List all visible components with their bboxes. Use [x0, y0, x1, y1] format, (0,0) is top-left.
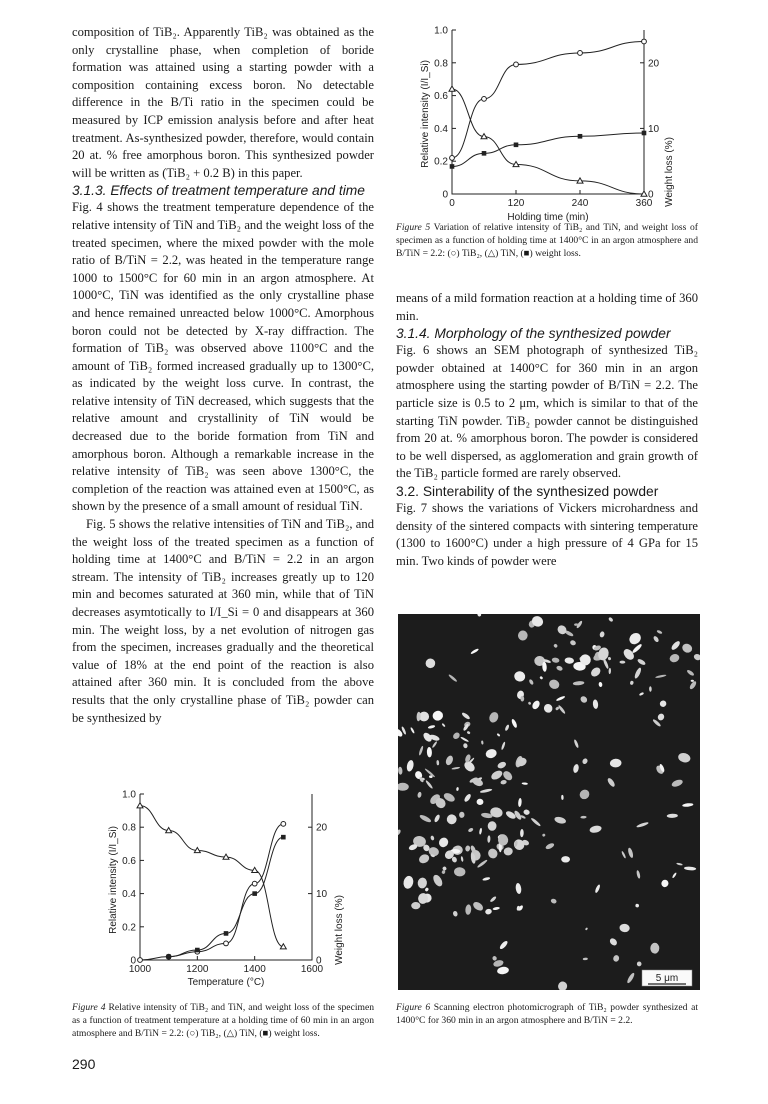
fig4-square-point	[195, 948, 200, 953]
fig5-xtick-label: 0	[449, 198, 455, 209]
sem-particle	[561, 856, 570, 862]
fig5-circle-point	[642, 39, 647, 44]
fig4-circle-point	[281, 821, 286, 826]
fig5-ylabel: Relative intensity (I/I_Si)	[420, 60, 431, 168]
fig5-square-point	[642, 131, 647, 136]
fig4-y2tick-label: 20	[316, 822, 328, 834]
fig5-triangle-point	[449, 86, 455, 91]
fig5-square-point	[514, 143, 519, 148]
fig4-caption-label: Figure 4	[72, 1002, 106, 1013]
fig4-y2label: Weight loss (%)	[334, 895, 345, 965]
section-heading-3-1-4: 3.1.4. Morphology of the synthesized powder	[396, 326, 671, 342]
scale-bar-label: 5 μm	[655, 973, 679, 984]
fig4-circle-series-line	[140, 824, 283, 960]
fig4-caption-text: Relative intensity of TiB₂ and TiN, and weight loss of the specimen as a function of treatment temperature at a holding time of 60 min in an argon atmosphere and B/TiN = 2.2: (○) TiB₂, (△) TiN, (■) weight loss.	[72, 1002, 375, 1039]
fig4-square-point	[166, 954, 171, 959]
paragraph-sinterability: Fig. 7 shows the variations of Vickers microhardness and density of the sintered compacts with sintering temperature (1300 to 1600°C) under a high pressure of 4 GPa for 15 min. Two kinds of powder were	[396, 500, 698, 568]
paragraph-intro: composition of TiB₂. Apparently TiB₂ was obtained as the only crystalline phase, when completion of boride formation was attained using a starting powder with a composition containing excess boron. No detectable difference in the B/Ti ratio in the specimen could be measured by ICP emission analysis before and after heat treatment. As-synthesized powder, therefore, would contain 20 at. % free amorphous boron. This synthesized powder will be written as (TiB₂ + 0.2 B) in this paper.	[72, 25, 374, 180]
fig5-ytick-label: 0.4	[434, 123, 448, 135]
fig5-circle-point	[578, 51, 583, 56]
figure-5-chart	[408, 22, 708, 232]
figure-4-chart	[90, 790, 380, 990]
section-heading-3-1-3: 3.1.3. Effects of treatment temperature and time	[72, 183, 365, 199]
fig6-caption-label: Figure 6	[396, 1002, 431, 1013]
fig5-ytick-label: 0	[442, 189, 448, 201]
fig5-square-point	[578, 134, 583, 139]
fig5-triangle-series-line	[452, 89, 644, 194]
fig5-circle-point	[450, 156, 455, 161]
fig4-circle-point	[224, 941, 229, 946]
fig5-y2tick-label: 20	[648, 58, 660, 70]
fig5-y2tick-label: 10	[648, 123, 660, 135]
paragraph-holding-time: Fig. 5 shows the relative intensities of TiN and TiB₂, and the weight loss of the treated specimen as a function of holding time at 1400°C and B/TiN = 2.2 in an argon stream. The intensity of TiB₂ increases greatly up to 120 min and becomes saturated at 360 min, while that of TiN decreases asymtotically to I/I_Si = 0 and disappears at 360 min. The weight loss, by a net evolution of nitrogen gas from the specimen, increases gradually and the theoretical value of 18% at the end point of the reaction is also attained after 360 min. It is concluded from the above results that the only crystalline phase of TiB₂ powder can be synthesized by	[72, 517, 374, 725]
fig4-xlabel: Temperature (°C)	[187, 977, 265, 988]
fig5-axes	[452, 30, 644, 194]
fig5-y2tick-label: 0	[648, 189, 654, 201]
fig5-caption-text: Variation of relative intensity of TiB₂ and TiN, and weight loss of specimen as a function of holding time at 1400°C in an argon atmosphere and B/TiN = 2.2: (○) TiB₂, (△) TiN, (■) weight loss.	[396, 222, 698, 259]
figure-5-caption	[396, 222, 698, 260]
fig5-ytick-label: 0.8	[434, 58, 448, 70]
fig5-caption-label: Figure 5	[396, 222, 431, 233]
fig5-circle-point	[482, 96, 487, 101]
fig5-y2label: Weight loss (%)	[664, 137, 675, 207]
page-number: 290	[72, 1056, 96, 1072]
fig4-ytick-label: 0	[130, 955, 136, 967]
fig5-square-point	[450, 164, 455, 169]
fig4-ytick-label: 0.2	[122, 922, 136, 934]
fig4-xtick-label: 1000	[128, 964, 152, 975]
fig4-circle-point	[252, 881, 257, 886]
fig4-square-point	[281, 835, 286, 840]
fig5-square-point	[482, 151, 487, 156]
fig4-square-point	[252, 891, 257, 896]
fig4-square-point	[224, 931, 229, 936]
fig5-square-series-line	[452, 133, 644, 166]
figure-4-caption	[72, 1002, 374, 1040]
paragraph-morphology: Fig. 6 shows an SEM photograph of synthesized TiB₂ powder obtained at 1400°C for 360 min in an argon atmosphere using the starting powder of B/TiN = 2.2. The particle size is 0.5 to 2 μm, which is similar to that of the starting TiN powder. TiB₂ powder cannot be distinguished from 20 at. % amorphous boron. The powder is considered to be well dispersed, as agglomeration and grain growth of the TiB₂ particle formed are rarely observed.	[396, 343, 698, 481]
fig4-triangle-point	[137, 803, 143, 808]
fig5-xtick-label: 360	[635, 198, 653, 209]
fig4-ylabel: Relative intensity (I/I_Si)	[108, 826, 119, 934]
fig4-xtick-label: 1200	[186, 964, 209, 975]
fig5-circle-point	[514, 62, 519, 67]
fig5-ytick-label: 0.2	[434, 156, 448, 168]
fig4-y2tick-label: 0	[316, 955, 322, 967]
figure-6-micrograph	[398, 614, 700, 990]
fig4-circle-point	[138, 958, 143, 963]
fig4-ytick-label: 0.6	[122, 855, 136, 867]
fig4-xtick-label: 1400	[243, 964, 266, 975]
figure-6-caption	[396, 1002, 698, 1028]
section-heading-3-2: 3.2. Sinterability of the synthesized powder	[396, 483, 659, 499]
paragraph-treatment-temperature: Fig. 4 shows the treatment temperature dependence of the relative intensity of TiN and TiB₂ and the weight loss of the treated specimen, where the mixed powder with the mole ratio of B/TiN = 2.2, was heated in the temperature range 1000 to 1500°C for 60 min in an argon atmosphere. At 1000°C, TiN was identified as the only crystalline phase and hence remained unreacted below 1000°C. Amorphous boron could not be detected by X-ray diffraction. The formation of TiB₂ was observed above 1100°C and the amount of TiB₂ formed increased gradually up to 1300°C, as indicated by the weight loss curve. In contrast, the relative intensity of TiN decreased, which suggests that the relative amount and crystallinity of TiN would be decreased due to the boride formation from TiN and amorphous boron. Although a remarkable increase in the relative intensity of TiB₂ was seen above 1300°C, the completion of the reaction was attained even at 1500°C, as shown by the presence of a small amount of residual TiN.	[72, 200, 374, 514]
fig4-ytick-label: 1.0	[122, 790, 136, 801]
fig4-y2tick-label: 10	[316, 889, 328, 901]
fig5-xtick-label: 240	[571, 198, 589, 209]
fig4-ytick-label: 0.8	[122, 822, 136, 834]
fig5-ytick-label: 1.0	[434, 25, 448, 37]
fig4-xtick-label: 1600	[300, 964, 324, 975]
fig6-caption-text: Scanning electron photomicrograph of TiB₂ powder synthesized at 1400°C for 360 min in an argon atmosphere and B/TiN = 2.2.	[396, 1002, 698, 1026]
fig4-ytick-label: 0.4	[122, 889, 136, 901]
right-column	[396, 290, 698, 570]
fig5-xtick-label: 120	[507, 198, 525, 209]
left-column	[72, 24, 374, 727]
fig5-ytick-label: 0.6	[434, 91, 448, 103]
paragraph-continued: means of a mild formation reaction at a holding time of 360 min.	[396, 291, 698, 323]
fig5-xlabel: Holding time (min)	[507, 212, 589, 223]
